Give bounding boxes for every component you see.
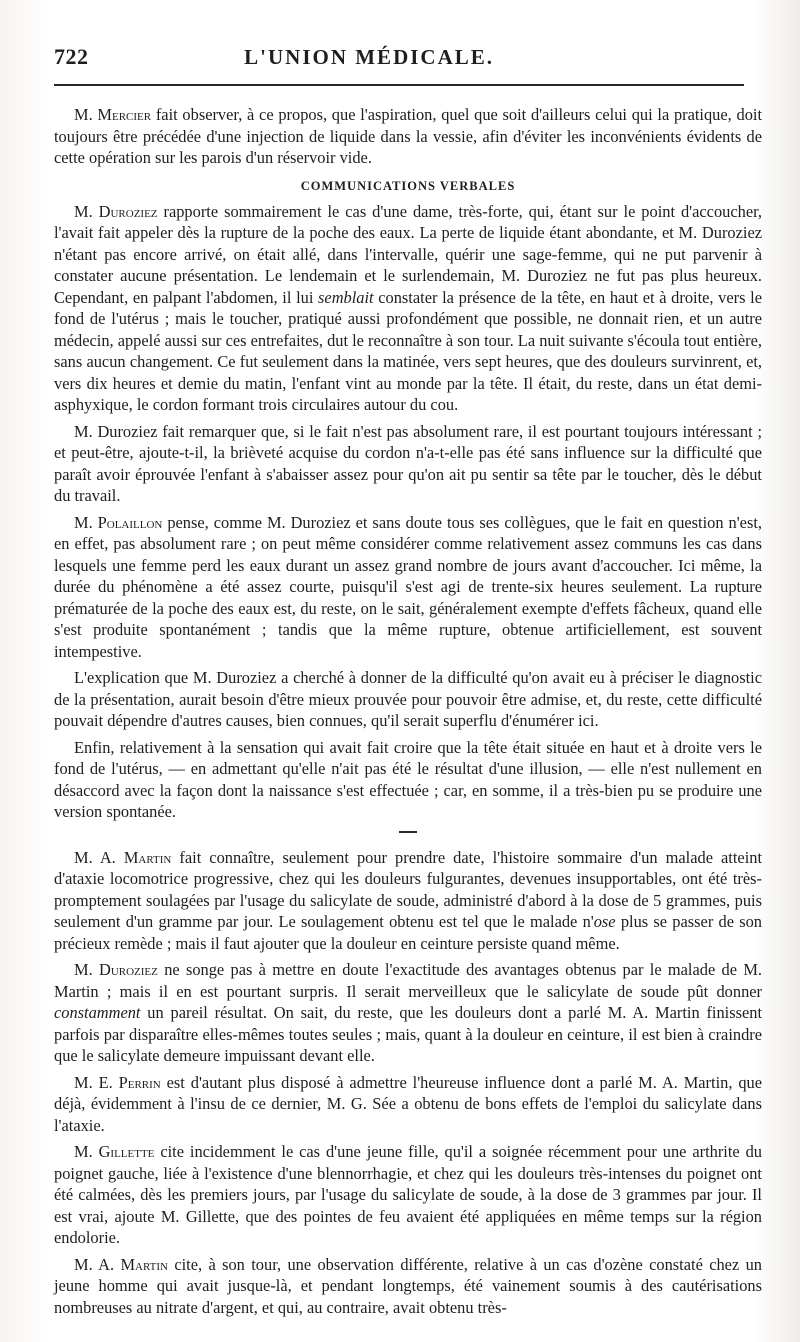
paragraph-text: L'explication que M. Duroziez a cherché à donner de la difficulté qu'on avait eu à préciser le diagnostic de la présentation, aurait besoin d'être mieux prouvée pour pouvoir être admise, et, du reste, cette difficulté pouvait dépendre d'autres causes, bien connues, qu'il serait superflu d'énumérer ici.	[54, 668, 762, 730]
page-number: 722	[54, 44, 89, 69]
speaker-name: M. Polaillon	[74, 512, 163, 532]
paragraph-text: M. Duroziez fait remarquer que, si le fait n'est pas absolument rare, il est pourtant toujours intéressant ; et peut-être, ajoute-t-il, la brièveté acquise du cordon n'a-t-elle pas été sans influence sur la difficulté que paraît avoir éprouvée l'enfant à s'abaisser assez pour qu'on ait pu sentir sa tête par le toucher, dès le début du travail.	[54, 421, 762, 505]
paragraph-duroziez-reply	[54, 959, 762, 1067]
section-title: COMMUNICATIONS VERBALES	[300, 178, 516, 193]
speaker-name: M. Gillette	[74, 1142, 155, 1161]
paragraph-mercier	[54, 104, 762, 169]
paragraph-text: Enfin, relativement à la sensation qui avait fait croire que la tête était située en haut et à droite vers le fond de l'utérus, — en admettant qu'elle n'ait pas été le résultat d'une illusion, — elle n'est nullement en désaccord avec la façon dont la naissance s'est effectuée ; car, en somme, il a très-bien pu se produire une version spontanée.	[54, 737, 762, 821]
speaker-name: M. Mercier	[74, 105, 152, 124]
paragraph-text: cite incidemment le cas d'une jeune fille, qu'il a soignée récemment pour une arthrite du poignet gauche, liée à l'existence d'une blennorrhagie, et chez qui les douleurs très-intenses du poignet ont été calmées, dès les premiers jours, par l'usage du salicylate de soude, à la dose de 3 grammes par jour. Il est vrai, ajoute M. Gillette, que des pointes de feu avaient été appliquées en même temps sur la région endolorie.	[54, 1142, 762, 1247]
paragraph-enfin	[54, 737, 762, 823]
paragraph-text: fait observer, à ce propos, que l'aspiration, quel que soit d'ailleurs celui qui la pratique, doit toujours être précédée d'une injection de liquide dans la vessie, afin d'éviter les inconvénients évidents de cette opération sur les parois d'un réservoir vide.	[54, 105, 762, 167]
paragraph-text: fait connaître, seulement pour prendre date, l'histoire sommaire d'un malade atteint d'ataxie locomotrice progressive, chez qui les douleurs fulgurantes, devenues insupportables, ont été très-promptement soulagées par l'usage du salicylate de soude, administré d'abord à la dose de 5 grammes, puis seulement d'un gramme par jour. Le soulagement obtenu est tel que le malade n'	[54, 847, 762, 931]
paragraph-text: constater la présence de la tête, en haut et à droite, vers le fond de l'utérus ; mais le toucher, pratiqué aussi profondément que possible, ne donnait rien, et un autre médecin, appelé aussi sur ces entrefaites, dut le reconnaître à son tour. La nuit suivante s'écoula tout entière, sans aucun changement. Ce fut seulement dans la matinée, vers sept heures, que des douleurs survinrent, et, vers dix heures et demie du matin, l'enfant vint au monde par la tête. Il était, du reste, dans un état demi-asphyxique, le cordon formant trois circulaires autour du cou.	[54, 287, 762, 414]
paragraph-text: est d'autant plus disposé à admettre l'heureuse influence dont a parlé M. A. Martin, que déjà, évidemment à l'insu de ce dernier, M. G. Sée a obtenu de bons effets de l'emploi du salicylate dans l'ataxie.	[54, 1072, 762, 1135]
paragraph-duroziez-remark	[54, 421, 762, 507]
speaker-name: M. A. Martin	[74, 847, 172, 867]
paragraph-martin-ozene	[54, 1254, 762, 1319]
paragraph-text: rapporte sommairement le cas d'une dame, très-forte, qui, étant sur le point d'accoucher, l'avait fait appeler dès la rupture de la poche des eaux. La perte de liquide étant abondante, et M. Duroziez n'étant pas encore arrivé, on était allé, dans l'intervalle, quérir une sage-femme, qui ne put parvenir à constater aucune présentation. Le lendemain et le surlendemain, M. Duroziez ne fut pas plus heureux. Cependant, en palpant l'abdomen, il lui	[54, 201, 762, 307]
speaker-name: M. A. Martin	[74, 1254, 168, 1274]
paragraph-text: ne songe pas à mettre en doute l'exactitude des avantages obtenus par le malade de M. Martin ; mais il en est pourtant surpris. Il serait merveilleux que le salicylate de soude pût donner	[54, 960, 762, 1001]
paragraph-text: un pareil résultat. On sait, du reste, que les douleurs dont a parlé M. A. Martin finissent parfois par disparaître elles-mêmes toutes seules ; mais, quant à la douleur en ceinture, il est bien à craindre que le salicylate demeure impuissant devant elle.	[54, 1003, 762, 1065]
paragraph-text: pense, comme M. Duroziez et sans doute tous ses collègues, que le fait en question n'est, en effet, pas absolument rare ; on peut même considérer comme relativement assez communs les cas dans lesquels une femme perd les eaux durant un assez grand nombre de jours avant d'accoucher. Ici même, la durée du phénomène a été assez courte, puisqu'il s'est agi de trente-six heures seulement. La rupture prématurée de la poche des eaux est, du reste, on le sait, généralement exempte d'effets fâcheux, quand elle s'est produite spontanément ; tandis que la même rupture, obtenue artificiellement, est souvent intempestive.	[54, 512, 762, 661]
speaker-name: M. Duroziez	[74, 201, 158, 221]
running-title: L'UNION MÉDICALE.	[244, 45, 494, 69]
paragraph-polaillon	[54, 512, 762, 663]
italic-word: ose	[593, 912, 616, 931]
paragraph-text: plus se passer de son précieux remède ; mais il faut ajouter que la douleur en ceinture persiste quand même.	[54, 912, 763, 953]
paragraph-text: cite, à son tour, une observation différente, relative à un cas d'ozène constaté chez un jeune homme qui avait jusque-là, et pendant longtemps, été vainement soumis à des cautérisations nombreuses au nitrate d'argent, et qui, au contraire, avait obtenu très-	[54, 1254, 762, 1317]
speaker-name: M. E. Perrin	[74, 1072, 161, 1092]
paragraph-explication	[54, 667, 762, 732]
paragraph-martin-ataxie	[54, 847, 762, 955]
speaker-name: M. Duroziez	[74, 960, 158, 979]
italic-word: semblait	[318, 287, 374, 307]
page-header	[54, 44, 744, 86]
section-divider	[399, 831, 417, 833]
paragraph-duroziez-case	[54, 201, 762, 416]
italic-word: constamment	[54, 1003, 141, 1022]
paragraph-gillette	[54, 1141, 762, 1249]
paragraph-perrin	[54, 1072, 762, 1137]
